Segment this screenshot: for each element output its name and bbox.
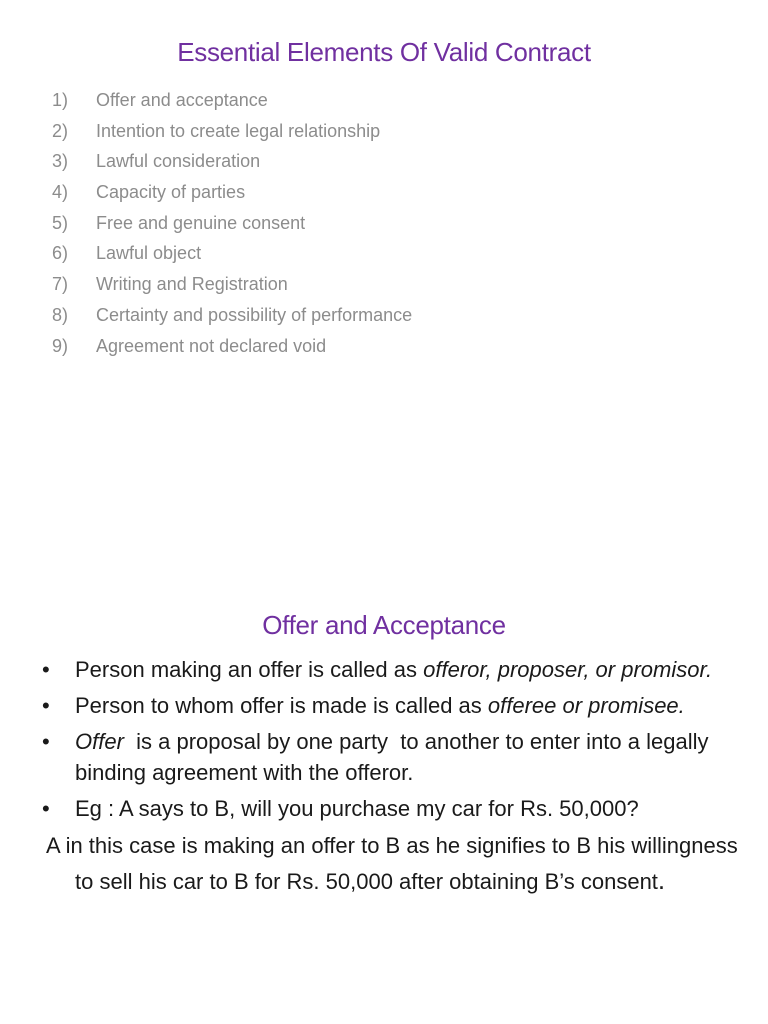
bullet-text: Eg : A says to B, will you purchase my car for Rs. 50,000? [75, 796, 639, 821]
list-item [0, 86, 768, 117]
list-item [0, 239, 768, 270]
item-number: 2) [52, 120, 69, 141]
bullet-list [0, 654, 768, 899]
slide-title: Offer and Acceptance [262, 610, 506, 640]
bullet-item-offeree [0, 690, 768, 721]
bullet-italic-text: Offer [75, 729, 124, 754]
list-item [0, 301, 768, 332]
list-item [0, 270, 768, 301]
bullet-dot: • [42, 796, 50, 821]
item-text: Capacity of parties [96, 182, 246, 203]
bullet-text: Person making an offer is called as [75, 657, 424, 682]
bullet-item-example [0, 793, 768, 824]
item-text: Writing and Registration [96, 274, 288, 295]
bullet-text: Person to whom offer is made is called as [75, 693, 488, 718]
item-number: 6) [52, 243, 69, 264]
item-text: Certainty and possibility of performance [96, 304, 413, 325]
item-text: Free and genuine consent [96, 212, 306, 233]
list-item [0, 209, 768, 240]
list-item [0, 117, 768, 148]
bullet-item-offeror [0, 654, 768, 685]
item-text: Lawful consideration [96, 151, 261, 172]
bullet-dot: • [42, 693, 50, 718]
bullet-italic-text: offeree or promisee. [487, 693, 685, 718]
item-text: Offer and acceptance [96, 90, 268, 110]
item-number: 8) [52, 304, 69, 325]
list-item [0, 178, 768, 209]
item-number: 5) [52, 212, 69, 233]
item-number: 9) [52, 335, 69, 356]
item-number: 4) [52, 182, 69, 203]
bullet-item-offer-definition [0, 726, 768, 788]
explanation-text: A in this case is making an offer to B as he signifies to B his willingness to sell his car to B for Rs. 50,000 after obtaining B’s consent [46, 833, 738, 894]
item-text: Intention to create legal relationship [96, 120, 381, 141]
example-explanation [0, 829, 768, 899]
slide-offer-acceptance [0, 512, 768, 1024]
bullet-dot: • [42, 657, 50, 682]
list-item [0, 332, 768, 363]
item-number: 3) [52, 151, 69, 172]
bullet-italic-text: offeror, proposer, or promisor. [423, 657, 713, 682]
bullet-text: is a proposal by one party to another to enter into a legally binding agreement with the offeror. [75, 729, 715, 785]
item-number: 7) [52, 274, 69, 295]
slide-title: Essential Elements Of Valid Contract [177, 37, 591, 67]
explanation-period: . [657, 865, 666, 895]
list-item [0, 147, 768, 178]
item-number: 1) [52, 90, 69, 110]
item-text: Agreement not declared void [96, 335, 327, 356]
elements-list [0, 86, 768, 362]
item-text: Lawful object [96, 243, 202, 264]
bullet-dot: • [42, 729, 50, 754]
